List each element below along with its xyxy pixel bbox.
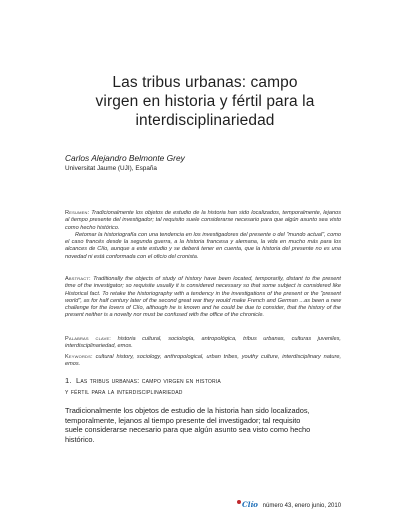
palabras-clave-paragraph (65, 336, 341, 351)
palabras-clave-text: historia cultural, sociología, antropológica, tribus urbanas, culturas juveniles, interdisciplinariedad, emos. (65, 336, 341, 350)
section-number: 1. (65, 376, 72, 385)
abstract-label: Abstract: (65, 276, 91, 282)
article-title (40, 73, 370, 130)
resumen-text: Tradicionalmente los objetos de estudio de la historia han sido localizados, temporalmente, lejanos al tiempo presente del investigador; tal requisito suele considerarse necesario para que algún asunto sea visto como hecho histórico. (65, 210, 341, 231)
issue-info: número 43, enero junio, 2010 (262, 503, 342, 509)
section-heading-line (65, 375, 345, 386)
journal-logo: Clío (242, 500, 258, 509)
abstract-paragraph (65, 276, 341, 320)
body-line: temporalmente, lejanos al tiempo presente del investigador; tal requisito (65, 415, 301, 425)
section-heading (65, 375, 345, 397)
body-line: suele considerarse necesario para que algún asunto sea visto como hecho (65, 425, 311, 435)
abstract-text: Traditionally the objects of study of history have been located, temporarily, distant to the present time of the investigator; so requisite usually it is considered necessary so that some subject is considered like Historical fact. To retake the historiography with a tendency in the investigations of the present or the "present world", as for half century later of the second great war they would make French and German ...as been a new challenge for the lovers of Clío, although he is known and he could be due to consider, that the history of the present neither is a novelty nor must be confused with the office of the chronicle. (65, 276, 341, 319)
body-line: Tradicionalmente los objetos de estudio de la historia han sido localizados, (65, 406, 310, 415)
author-affiliation: Universitat Jaume (UJI), España (65, 165, 157, 172)
resumen-paragraph (65, 210, 341, 232)
keywords-block (65, 354, 341, 369)
keywords-paragraph (65, 354, 341, 369)
keywords-text: cultural history, sociology, anthropological, urban tribes, youthy culture, interdisciplinary nature, emos. (65, 354, 341, 368)
abstract-block (65, 276, 341, 320)
palabras-clave-block (65, 336, 341, 351)
section-title-line-1: Las tribus urbanas: campo virgen en historia (75, 376, 221, 385)
body-paragraph (65, 406, 343, 444)
title-line: interdisciplinariedad (135, 112, 275, 129)
resumen-block (65, 210, 341, 261)
page-footer (237, 500, 341, 509)
section-title-line-2: y fértil para la interdisciplinariedad (65, 387, 183, 396)
palabras-clave-label: Palabras clave: (65, 336, 112, 342)
body-line: histórico. (65, 434, 95, 444)
journal-logo-dot-icon (237, 500, 241, 504)
keywords-label: Keywords: (65, 354, 93, 360)
resumen-label: Resumen: (65, 210, 90, 216)
title-line: virgen en historia y fértil para la (95, 93, 315, 110)
title-line: Las tribus urbanas: campo (112, 74, 298, 91)
author-name: Carlos Alejandro Belmonte Grey (65, 153, 185, 163)
resumen-paragraph-2: Retomar la historiografía con una tendencia en los investigadores del presente o del "mundo actual", como el caso francés desde la segunda guerra, a la historia francesa y alemana, la vida en mucho más para los alcances de Clío, aunque a este estudio y se deberá tener en cuenta, que la historia del presente no es una novedad ni está conformada con el oficio del cronista. (65, 231, 341, 260)
